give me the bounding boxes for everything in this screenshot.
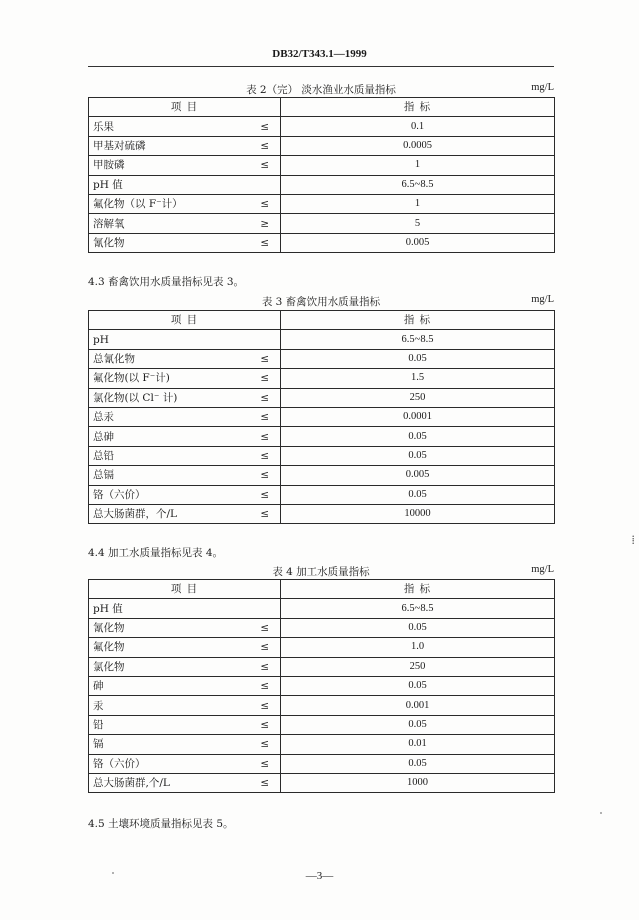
table-row <box>89 427 555 446</box>
item-cell: 氯化物(以 Cl⁻ 计) <box>89 388 250 407</box>
value-cell: 1000 <box>281 773 555 792</box>
value-cell: 250 <box>281 657 555 676</box>
item-cell: 总镉 <box>89 466 250 485</box>
item-cell: pH 值 <box>89 599 250 618</box>
operator-cell: ≤ <box>250 618 281 637</box>
operator-cell: ≤ <box>250 446 281 465</box>
value-cell: 1.5 <box>281 369 555 388</box>
item-cell: 铬（六价） <box>89 754 250 773</box>
item-cell: 总砷 <box>89 427 250 446</box>
table-row <box>89 156 555 175</box>
table-row <box>89 676 555 695</box>
value-cell: 0.05 <box>281 715 555 734</box>
table4-title: 表 4 加工水质量指标 <box>272 566 370 578</box>
column-header-item: 项 目 <box>89 580 281 599</box>
header-rule <box>88 66 554 67</box>
operator-cell: ≤ <box>250 136 281 155</box>
operator-cell: ≤ <box>250 117 281 136</box>
scan-artifact: ⁞ <box>631 533 635 548</box>
item-cell: 铅 <box>89 715 250 734</box>
table-row <box>89 136 555 155</box>
table4-unit: mg/L <box>531 564 554 575</box>
item-cell: 总大肠菌群,个/L <box>89 773 250 792</box>
value-cell: 0.05 <box>281 349 555 368</box>
page-number: —3— <box>305 870 334 882</box>
operator-cell: ≤ <box>250 657 281 676</box>
value-cell: 250 <box>281 388 555 407</box>
column-header-value: 指 标 <box>281 311 555 330</box>
table-row <box>89 638 555 657</box>
operator-cell: ≤ <box>250 485 281 504</box>
table4 <box>88 579 555 793</box>
operator-cell: ≤ <box>250 735 281 754</box>
table-row <box>89 754 555 773</box>
operator-cell: ≤ <box>250 676 281 695</box>
value-cell: 0.005 <box>281 233 555 252</box>
operator-cell: ≤ <box>250 156 281 175</box>
value-cell: 6.5~8.5 <box>281 175 555 194</box>
value-cell: 0.005 <box>281 466 555 485</box>
value-cell: 1.0 <box>281 638 555 657</box>
operator-cell: ≤ <box>250 369 281 388</box>
section-4-5-text: 4.5 土壤环境质量指标见表 5。 <box>88 818 234 830</box>
table-row <box>89 446 555 465</box>
table2-title: 表 2（完） 淡水渔业水质量指标 <box>246 84 396 96</box>
value-cell: 0.05 <box>281 754 555 773</box>
operator-cell <box>250 330 281 349</box>
item-cell: 氰化物 <box>89 233 250 252</box>
column-header-item: 项 目 <box>89 98 281 117</box>
table-row <box>89 618 555 637</box>
value-cell: 0.1 <box>281 117 555 136</box>
operator-cell: ≤ <box>250 696 281 715</box>
item-cell: 氯化物 <box>89 657 250 676</box>
item-cell: 铬（六价） <box>89 485 250 504</box>
table-header-row <box>89 98 555 117</box>
operator-cell: ≤ <box>250 427 281 446</box>
table3-unit: mg/L <box>531 294 554 305</box>
table2-caption <box>88 82 554 96</box>
value-cell: 6.5~8.5 <box>281 330 555 349</box>
scan-speck <box>112 872 114 874</box>
value-cell: 0.01 <box>281 735 555 754</box>
table-row <box>89 175 555 194</box>
item-cell: 氟化物(以 F⁻计) <box>89 369 250 388</box>
value-cell: 1 <box>281 156 555 175</box>
value-cell: 0.0005 <box>281 136 555 155</box>
table3-caption <box>88 294 554 308</box>
item-cell: 甲胺磷 <box>89 156 250 175</box>
operator-cell: ≤ <box>250 754 281 773</box>
table-row <box>89 369 555 388</box>
operator-cell <box>250 599 281 618</box>
operator-cell: ≤ <box>250 638 281 657</box>
item-cell: 氟化物（以 F⁻计） <box>89 194 250 213</box>
table-row <box>89 657 555 676</box>
item-cell: pH 值 <box>89 175 250 194</box>
scan-speck <box>600 812 602 814</box>
operator-cell: ≥ <box>250 214 281 233</box>
table2-unit: mg/L <box>531 82 554 93</box>
item-cell: 总铅 <box>89 446 250 465</box>
table-row <box>89 696 555 715</box>
table-row <box>89 735 555 754</box>
value-cell: 0.05 <box>281 446 555 465</box>
operator-cell: ≤ <box>250 233 281 252</box>
table-row <box>89 330 555 349</box>
item-cell: 总大肠菌群，个/L <box>89 504 250 523</box>
section-4-4-text: 4.4 加工水质量指标见表 4。 <box>88 547 224 559</box>
item-cell: pH <box>89 330 250 349</box>
table-row <box>89 214 555 233</box>
item-cell: 乐果 <box>89 117 250 136</box>
operator-cell: ≤ <box>250 504 281 523</box>
value-cell: 0.0001 <box>281 407 555 426</box>
value-cell: 0.001 <box>281 696 555 715</box>
table-row <box>89 466 555 485</box>
value-cell: 1 <box>281 194 555 213</box>
value-cell: 0.05 <box>281 485 555 504</box>
table2 <box>88 97 555 253</box>
item-cell: 汞 <box>89 696 250 715</box>
section-4-3-text: 4.3 畜禽饮用水质量指标见表 3。 <box>88 276 245 288</box>
column-header-item: 项 目 <box>89 311 281 330</box>
table-row <box>89 194 555 213</box>
operator-cell: ≤ <box>250 388 281 407</box>
value-cell: 10000 <box>281 504 555 523</box>
item-cell: 砷 <box>89 676 250 695</box>
table3-title: 表 3 畜禽饮用水质量指标 <box>261 296 381 308</box>
table-row <box>89 233 555 252</box>
item-cell: 氟化物 <box>89 638 250 657</box>
operator-cell: ≤ <box>250 715 281 734</box>
table-row <box>89 407 555 426</box>
table-row <box>89 504 555 523</box>
value-cell: 5 <box>281 214 555 233</box>
value-cell: 6.5~8.5 <box>281 599 555 618</box>
operator-cell <box>250 175 281 194</box>
table-row <box>89 485 555 504</box>
item-cell: 甲基对硫磷 <box>89 136 250 155</box>
value-cell: 0.05 <box>281 618 555 637</box>
table-header-row <box>89 311 555 330</box>
document-code-header: DB32/T343.1—1999 <box>272 48 367 60</box>
operator-cell: ≤ <box>250 773 281 792</box>
item-cell: 氰化物 <box>89 618 250 637</box>
column-header-value: 指 标 <box>281 98 555 117</box>
table-row <box>89 599 555 618</box>
operator-cell: ≤ <box>250 349 281 368</box>
value-cell: 0.05 <box>281 427 555 446</box>
item-cell: 溶解氧 <box>89 214 250 233</box>
item-cell: 镉 <box>89 735 250 754</box>
table3 <box>88 310 555 524</box>
table-row <box>89 117 555 136</box>
table-row <box>89 715 555 734</box>
item-cell: 总汞 <box>89 407 250 426</box>
operator-cell: ≤ <box>250 407 281 426</box>
value-cell: 0.05 <box>281 676 555 695</box>
operator-cell: ≤ <box>250 194 281 213</box>
item-cell: 总氰化物 <box>89 349 250 368</box>
operator-cell: ≤ <box>250 466 281 485</box>
table-row <box>89 773 555 792</box>
table-row <box>89 349 555 368</box>
table-row <box>89 388 555 407</box>
table-header-row <box>89 580 555 599</box>
column-header-value: 指 标 <box>281 580 555 599</box>
table4-caption <box>88 564 554 578</box>
